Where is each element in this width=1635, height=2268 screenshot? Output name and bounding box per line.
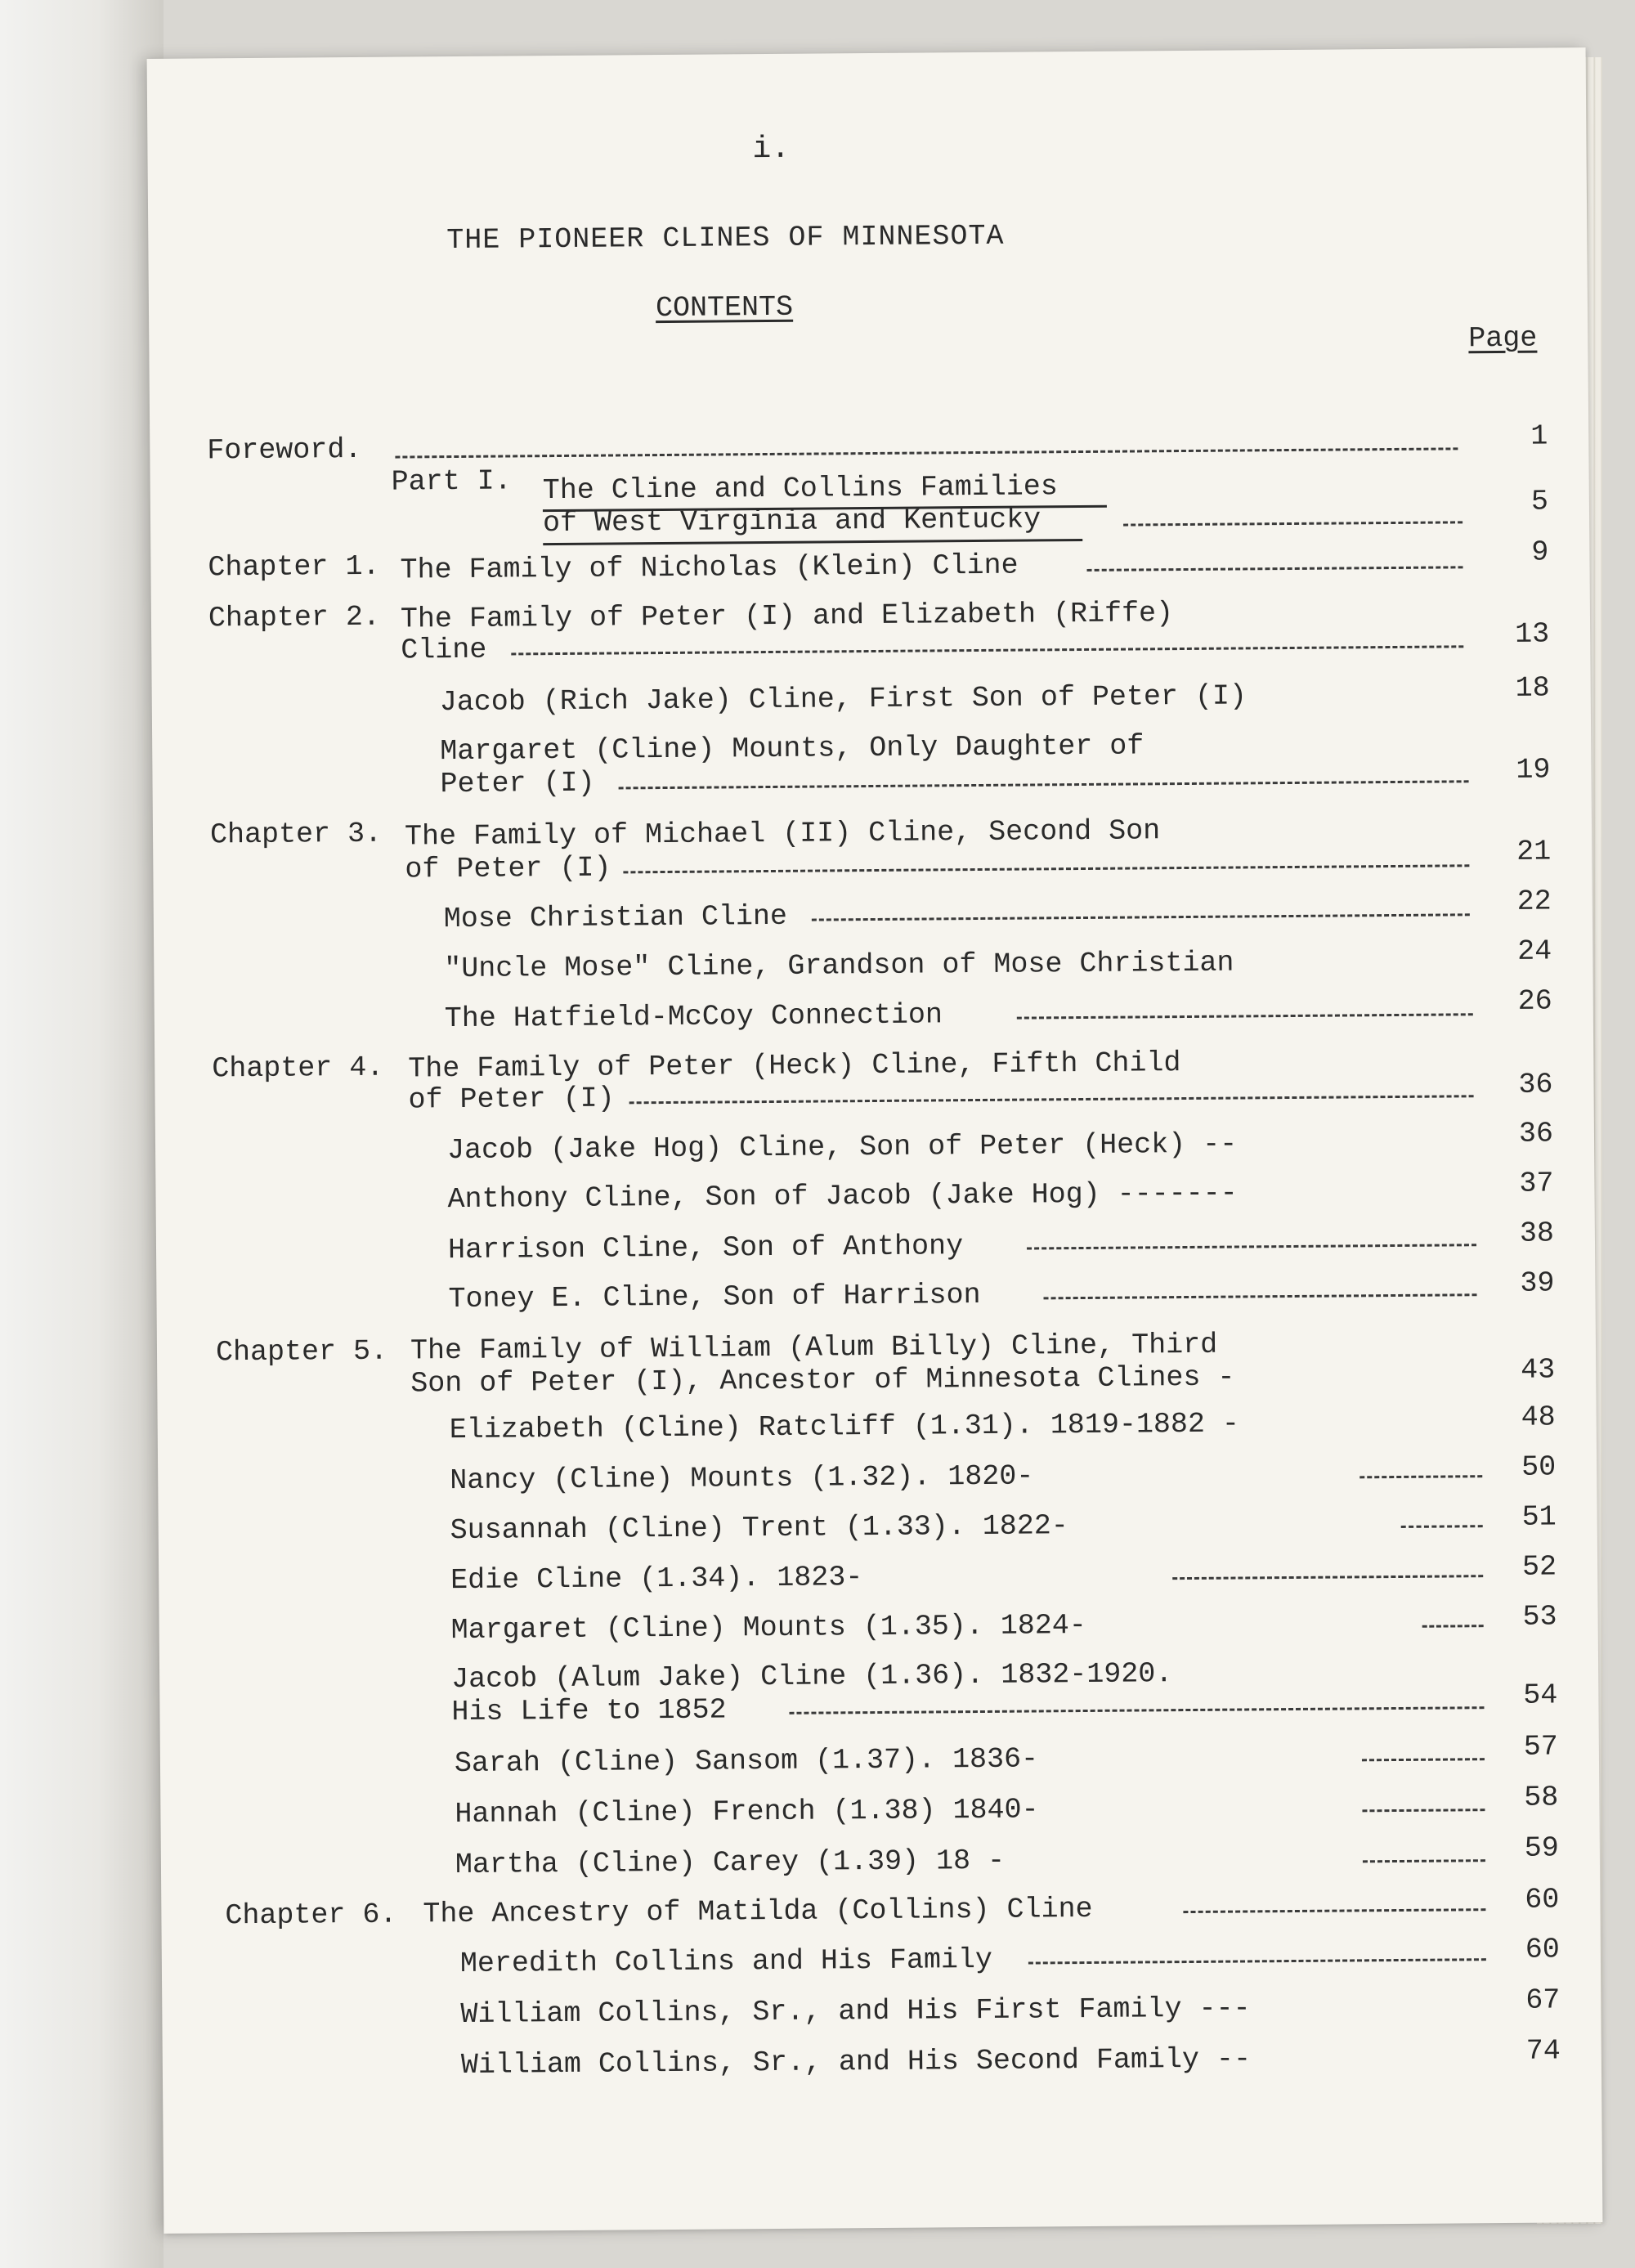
toc-entry-title: Hannah (Cline) French (1.38) 1840- <box>455 1793 1039 1831</box>
toc-entry-title: Son of Peter (I), Ancestor of Minnesota Clines - <box>410 1360 1235 1401</box>
toc-leader <box>789 1706 1484 1714</box>
toc-page-number: 36 <box>1518 1117 1554 1150</box>
toc-page-number: 18 <box>1515 671 1550 705</box>
document-page <box>147 47 1603 2234</box>
toc-page-number: 58 <box>1524 1781 1559 1814</box>
toc-entry-title: Cline <box>401 633 487 667</box>
toc-entry-title: The Cline and Collins Families <box>542 470 1058 508</box>
toc-entry-title: Meredith Collins and His Family <box>459 1943 993 1981</box>
toc-leader <box>1027 1244 1476 1249</box>
toc-page-number: 37 <box>1519 1167 1554 1200</box>
page-column-heading: Page <box>1468 321 1538 356</box>
toc-entry-title: The Family of Michael (II) Cline, Second Son <box>404 814 1161 854</box>
toc-leader <box>1087 566 1463 571</box>
table-of-contents <box>147 47 1603 2234</box>
toc-entry-label: Chapter 6. <box>225 1898 397 1933</box>
background-left <box>0 0 164 2268</box>
toc-entry-title: Edie Cline (1.34). 1823- <box>450 1561 863 1598</box>
toc-entry-title: Margaret (Cline) Mounts (1.35). 1824- <box>450 1608 1086 1647</box>
page-number: i. <box>752 131 791 168</box>
toc-page-number: 67 <box>1525 1983 1561 2017</box>
toc-leader <box>1360 1475 1482 1478</box>
toc-page-number: 59 <box>1524 1831 1559 1865</box>
toc-entry-title: Jacob (Jake Hog) Cline, Son of Peter (Heck) -- <box>446 1127 1238 1168</box>
toc-entry-title: Jacob (Alum Jake) Cline (1.36). 1832-1920. <box>451 1657 1173 1697</box>
toc-page-number: 13 <box>1514 617 1550 651</box>
contents-heading: CONTENTS <box>655 290 794 325</box>
toc-page-number: 36 <box>1518 1068 1553 1101</box>
toc-page-number: 24 <box>1517 935 1552 968</box>
toc-entry-label: Chapter 4. <box>212 1051 384 1086</box>
toc-page-number: 5 <box>1530 485 1549 518</box>
toc-leader <box>1044 1293 1477 1299</box>
toc-page-number: 43 <box>1521 1353 1556 1387</box>
toc-entry-title: Mose Christian Cline <box>443 899 788 936</box>
toc-entry-label: Chapter 5. <box>215 1334 388 1369</box>
toc-leader <box>812 913 1470 921</box>
toc-leader <box>1363 1859 1485 1862</box>
toc-entry-title: The Family of Nicholas (Klein) Cline <box>400 549 1019 587</box>
toc-leader <box>629 1095 1474 1104</box>
toc-entry-title: Sarah (Cline) Sansom (1.37). 1836- <box>454 1742 1039 1781</box>
toc-leader <box>619 780 1469 789</box>
toc-entry-label: Chapter 3. <box>209 817 383 852</box>
toc-entry-title: William Collins, Sr., and His First Family --- <box>460 1992 1251 2032</box>
toc-page-number: 60 <box>1525 1933 1560 1966</box>
toc-page-number: 60 <box>1525 1883 1560 1916</box>
toc-page-number: 48 <box>1521 1401 1556 1434</box>
toc-entry-title: Susannah (Cline) Trent (1.33). 1822- <box>450 1509 1068 1548</box>
toc-entry-label: Part I. <box>391 464 512 499</box>
toc-entry-title: The Family of William (Alum Billy) Cline, Third <box>410 1328 1218 1368</box>
toc-page-number: 51 <box>1521 1500 1557 1534</box>
toc-entry-title: The Family of Peter (Heck) Cline, Fifth Child <box>408 1047 1181 1086</box>
toc-leader <box>1422 1625 1484 1628</box>
toc-leader <box>1017 1013 1473 1019</box>
toc-page-number: 53 <box>1522 1600 1557 1634</box>
toc-entry-title: Jacob (Rich Jake) Cline, First Son of Peter (I) <box>439 679 1248 719</box>
toc-entry-title: The Hatfield-McCoy Connection <box>444 998 943 1036</box>
toc-page-number: 21 <box>1516 835 1552 868</box>
toc-entry-title: The Family of Peter (I) and Elizabeth (Riffe) <box>400 597 1174 636</box>
toc-leader <box>623 864 1469 873</box>
toc-entry-label: Foreword. <box>207 433 362 468</box>
toc-leader <box>395 447 1458 458</box>
toc-entry-label: Chapter 2. <box>208 600 381 635</box>
toc-entry-title: Toney E. Cline, Son of Harrison <box>448 1278 981 1316</box>
toc-leader <box>1401 1525 1483 1528</box>
toc-leader <box>1123 521 1463 526</box>
toc-page-number: 38 <box>1519 1217 1555 1250</box>
toc-entry-title: of West Virginia and Kentucky <box>542 503 1041 540</box>
toc-leader <box>1362 1758 1485 1761</box>
toc-entry-title: The Ancestry of Matilda (Collins) Cline <box>423 1892 1093 1931</box>
toc-entry-title: Peter (I) <box>440 766 595 801</box>
toc-page-number: 57 <box>1523 1730 1559 1764</box>
toc-entry-label: Chapter 1. <box>208 549 380 585</box>
toc-entry-title: "Uncle Mose" Cline, Grandson of Mose Christian <box>444 946 1234 986</box>
toc-entry-title: of Peter (I) <box>408 1082 615 1117</box>
toc-page-number: 1 <box>1530 419 1548 453</box>
toc-entry-title: Harrison Cline, Son of Anthony <box>447 1230 964 1267</box>
toc-leader <box>1362 1809 1485 1812</box>
toc-leader <box>511 645 1463 655</box>
toc-leader <box>1028 1958 1486 1964</box>
toc-page-number: 9 <box>1531 536 1549 569</box>
toc-entry-title: William Collins, Sr., and His Second Family -- <box>460 2042 1252 2082</box>
toc-entry-title: Anthony Cline, Son of Jacob (Jake Hog) ------- <box>447 1177 1238 1217</box>
toc-page-number: 74 <box>1525 2034 1561 2068</box>
toc-leader <box>1172 1575 1483 1580</box>
document-title: THE PIONEER CLINES OF MINNESOTA <box>446 219 1005 258</box>
toc-page-number: 39 <box>1520 1266 1555 1300</box>
toc-entry-title: Nancy (Cline) Mounts (1.32). 1820- <box>450 1459 1034 1498</box>
toc-page-number: 26 <box>1517 984 1552 1018</box>
toc-page-number: 50 <box>1521 1450 1557 1484</box>
toc-page-number: 54 <box>1523 1679 1558 1712</box>
toc-page-number: 52 <box>1521 1550 1557 1584</box>
toc-entry-title: Elizabeth (Cline) Ratcliff (1.31). 1819-1882 - <box>449 1407 1240 1447</box>
toc-entry-title: Martha (Cline) Carey (1.39) 18 - <box>455 1844 1006 1882</box>
toc-leader <box>1183 1908 1485 1913</box>
toc-page-number: 19 <box>1516 753 1551 787</box>
toc-entry-title: Margaret (Cline) Mounts, Only Daughter of <box>440 729 1144 769</box>
toc-entry-title: of Peter (I) <box>405 851 611 886</box>
toc-entry-title: His Life to 1852 <box>451 1693 727 1729</box>
toc-page-number: 22 <box>1516 885 1552 918</box>
